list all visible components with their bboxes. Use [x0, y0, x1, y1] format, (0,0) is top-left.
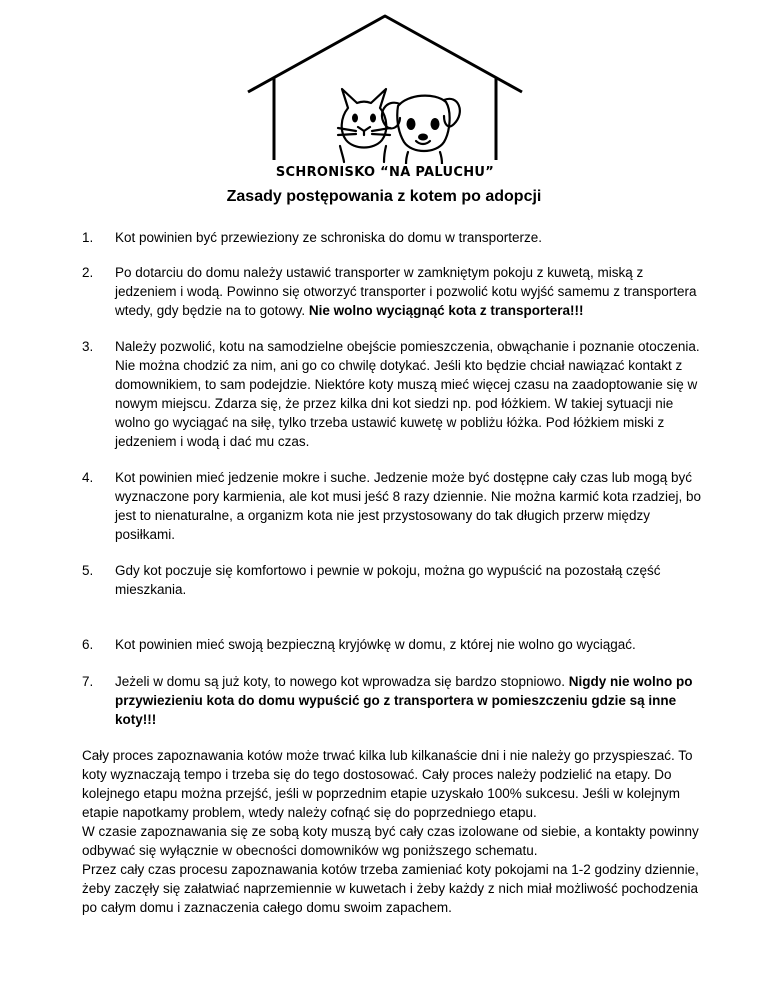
list-item-text: Kot powinien mieć swoją bezpieczną kryjówkę w domu, z której nie wolno go wyciągać.: [115, 637, 636, 652]
list-item-text: Po dotarciu do domu należy ustawić transporter w zamkniętym pokoju z kuwetą, miską z jedzeniem i wodą. Powinno się otworzyć transporter i pozwolić kotu wyjść samemu z transportera wtedy, gdy będzie na to gotowy.: [115, 265, 697, 318]
list-number: 5.: [82, 563, 94, 578]
list-item: [82, 561, 708, 599]
list-item: [82, 635, 708, 654]
rules-list: [82, 228, 708, 729]
paragraph: Cały proces zapoznawania kotów może trwać kilka lub kilkanaście dni i nie należy go przyspieszać. To koty wyznaczają tempo i trzeba się do tego dostosować. Cały proces należy podzielić na etapy. Do kolejnego etapu można przejść, jeśli w poprzednim etapie uzyskało 100% sukcesu. Jeśli w kolejnym etapie napotkamy problem, wtedy należy cofnąć się do poprzedniego etapu.: [82, 748, 693, 820]
list-item-warning: Nigdy nie wolno po przywiezieniu kota do domu wypuścić go z transportera w pomieszczeniu gdzie są inne koty!!!: [115, 674, 693, 727]
list-number: 4.: [82, 470, 94, 485]
list-item: [82, 672, 708, 729]
paragraph: Przez cały czas procesu zapoznawania kotów trzeba zamieniać koty pokojami na 1-2 godziny dziennie, żeby zaczęły się załatwiać naprzemiennie w kuwetach i żeby każdy z nich miał możliwość pochodzenia po całym domu i zaznaczenia całego domu swoim zapachem.: [82, 862, 699, 915]
list-number: 6.: [82, 637, 94, 652]
list-item-text: Kot powinien być przewieziony ze schroniska do domu w transporterze.: [115, 230, 542, 245]
list-item-text: Gdy kot poczuje się komfortowo i pewnie w pokoju, można go wypuścić na pozostałą część mieszkania.: [115, 563, 661, 597]
list-number: 3.: [82, 339, 94, 354]
list-number: 7.: [82, 674, 94, 689]
list-item: [82, 263, 708, 320]
page-title: Zasady postępowania z kotem po adopcji: [226, 188, 542, 205]
list-number: 1.: [82, 230, 94, 245]
list-item-text: Jeżeli w domu są już koty, to nowego kot wprowadza się bardzo stopniowo.: [115, 674, 565, 689]
list-item-warning: Nie wolno wyciągnąć kota z transportera!!!: [308, 303, 584, 318]
dog-icon: [382, 96, 460, 164]
list-item: [82, 468, 708, 544]
house-cat-dog-icon: [240, 14, 530, 164]
paragraph: W czasie zapoznawania się ze sobą koty muszą być cały czas izolowane od siebie, a kontakty powinny odbywać się wyłącznie w obecności domowników wg poniższego schematu.: [82, 824, 699, 858]
list-item-text: Należy pozwolić, kotu na samodzielne obejście pomieszczenia, obwąchanie i poznanie otoczenia. Nie można chodzić za nim, ani go co chwilę dotykać. Jeśli kto będzie chciał nawiązać kontakt z domownikiem, to sam podejdzie. Niektóre koty muszą mieć więcej czasu na zaadoptowanie się w nowym miejscu. Zdarza się, że przez kilka dni kot siedzi np. pod łóżkiem. W takiej sytuacji nie wolno go wyciągać na siłę, tylko trzeba ustawić kuwetę w pobliżu łóżka. Pod łóżkiem miski z jedzeniem i wodą i dać mu czas.: [115, 339, 700, 449]
shelter-logo: [240, 14, 530, 184]
list-number: 2.: [82, 265, 94, 280]
list-item: [82, 228, 708, 247]
cat-icon: [338, 89, 390, 162]
document-body: [82, 228, 708, 917]
list-item-text: Kot powinien mieć jedzenie mokre i suche. Jedzenie może być dostępne cały czas lub mogą być wyznaczone pory karmienia, ale kot musi jeść 8 razy dziennie. Nie można karmić kota rzadziej, bo jest to nienaturalne, a organizm kota nie jest przystosowany do tak długich przerw między posiłkami.: [115, 470, 701, 542]
list-item: [82, 337, 708, 451]
shelter-name: SCHRONISKO “NA PALUCHU”: [275, 165, 495, 180]
